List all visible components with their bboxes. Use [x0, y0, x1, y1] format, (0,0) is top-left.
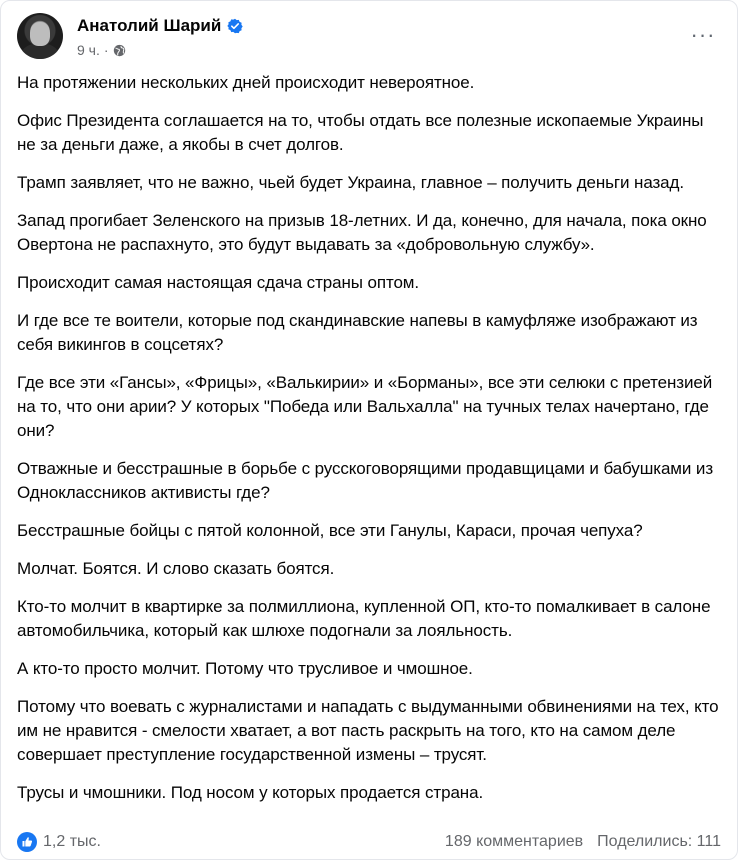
- post-header: [17, 11, 721, 61]
- post-paragraph: Запад прогибает Зеленского на призыв 18-летних. И да, конечно, для начала, пока окно Овертона не распахнуто, это будут выдавать за «добровольную службу».: [17, 211, 707, 254]
- post-footer: [17, 827, 721, 857]
- post-paragraph: Где все эти «Гансы», «Фрицы», «Валькирии» и «Борманы», все эти селюки с претензией на то, что они арии? У которых "Победа или Вальхалла" на тучных телах начертано, где они?: [17, 373, 713, 440]
- author-row: [77, 15, 243, 37]
- post-paragraph: Отважные и бесстрашные в борьбе с русскоговорящими продавщицами и бабушками из Одноклассников активисты где?: [17, 459, 714, 502]
- avatar-face-shape: [30, 22, 50, 46]
- globe-icon: [113, 44, 126, 57]
- avatar[interactable]: [17, 13, 63, 59]
- verified-badge-icon: [227, 18, 243, 34]
- shares-count[interactable]: Поделились: 111: [597, 833, 721, 850]
- meta-separator: ·: [103, 42, 109, 58]
- more-options-button[interactable]: ···: [690, 22, 716, 47]
- comments-count[interactable]: 189 комментариев: [444, 833, 584, 850]
- author-name[interactable]: Анатолий Шарий: [77, 16, 222, 35]
- post-paragraph: Потому что воевать с журналистами и нападать с выдуманными обвинениями на тех, кто им не нравится - смелости хватает, а вот пасть раскрыть на того, кто на самом деле совершает преступление государственной измены – трусят.: [17, 697, 719, 764]
- post-paragraph: Офис Президента соглашается на то, чтобы отдать все полезные ископаемые Украины не за деньги даже, а якобы в счет долгов.: [17, 111, 704, 154]
- post-paragraph: И где все те воители, которые под скандинавские напевы в камуфляже изображают из себя викингов в соцсетях?: [17, 311, 698, 354]
- post-paragraph: Бесстрашные бойцы с пятой колонной, все эти Ганулы, Караси, прочая чепуха?: [17, 521, 643, 540]
- post-paragraph: Происходит самая настоящая сдача страны оптом.: [17, 273, 420, 292]
- likes-count[interactable]: 1,2 тыс.: [43, 833, 101, 850]
- post-paragraph: Трусы и чмошники. Под носом у которых продается страна.: [17, 783, 484, 802]
- post-paragraph: А кто-то просто молчит. Потому что трусливое и чмошное.: [17, 659, 473, 678]
- post-paragraph: Трамп заявляет, что не важно, чьей будет Украина, главное – получить деньги назад.: [17, 173, 684, 192]
- post-paragraph: Кто-то молчит в квартирке за полмиллиона, купленной ОП, кто-то помалкивает в салоне автомобильчика, который как шлюхе подогнали за лояльность.: [17, 597, 711, 640]
- post-text: [17, 71, 725, 819]
- post-paragraph: На протяжении нескольких дней происходит невероятное.: [17, 73, 475, 92]
- post-paragraph: Молчат. Боятся. И слово сказать боятся.: [17, 559, 335, 578]
- post-time[interactable]: 9 ч.: [77, 42, 100, 58]
- post-meta: [77, 41, 126, 59]
- like-icon[interactable]: [17, 832, 37, 852]
